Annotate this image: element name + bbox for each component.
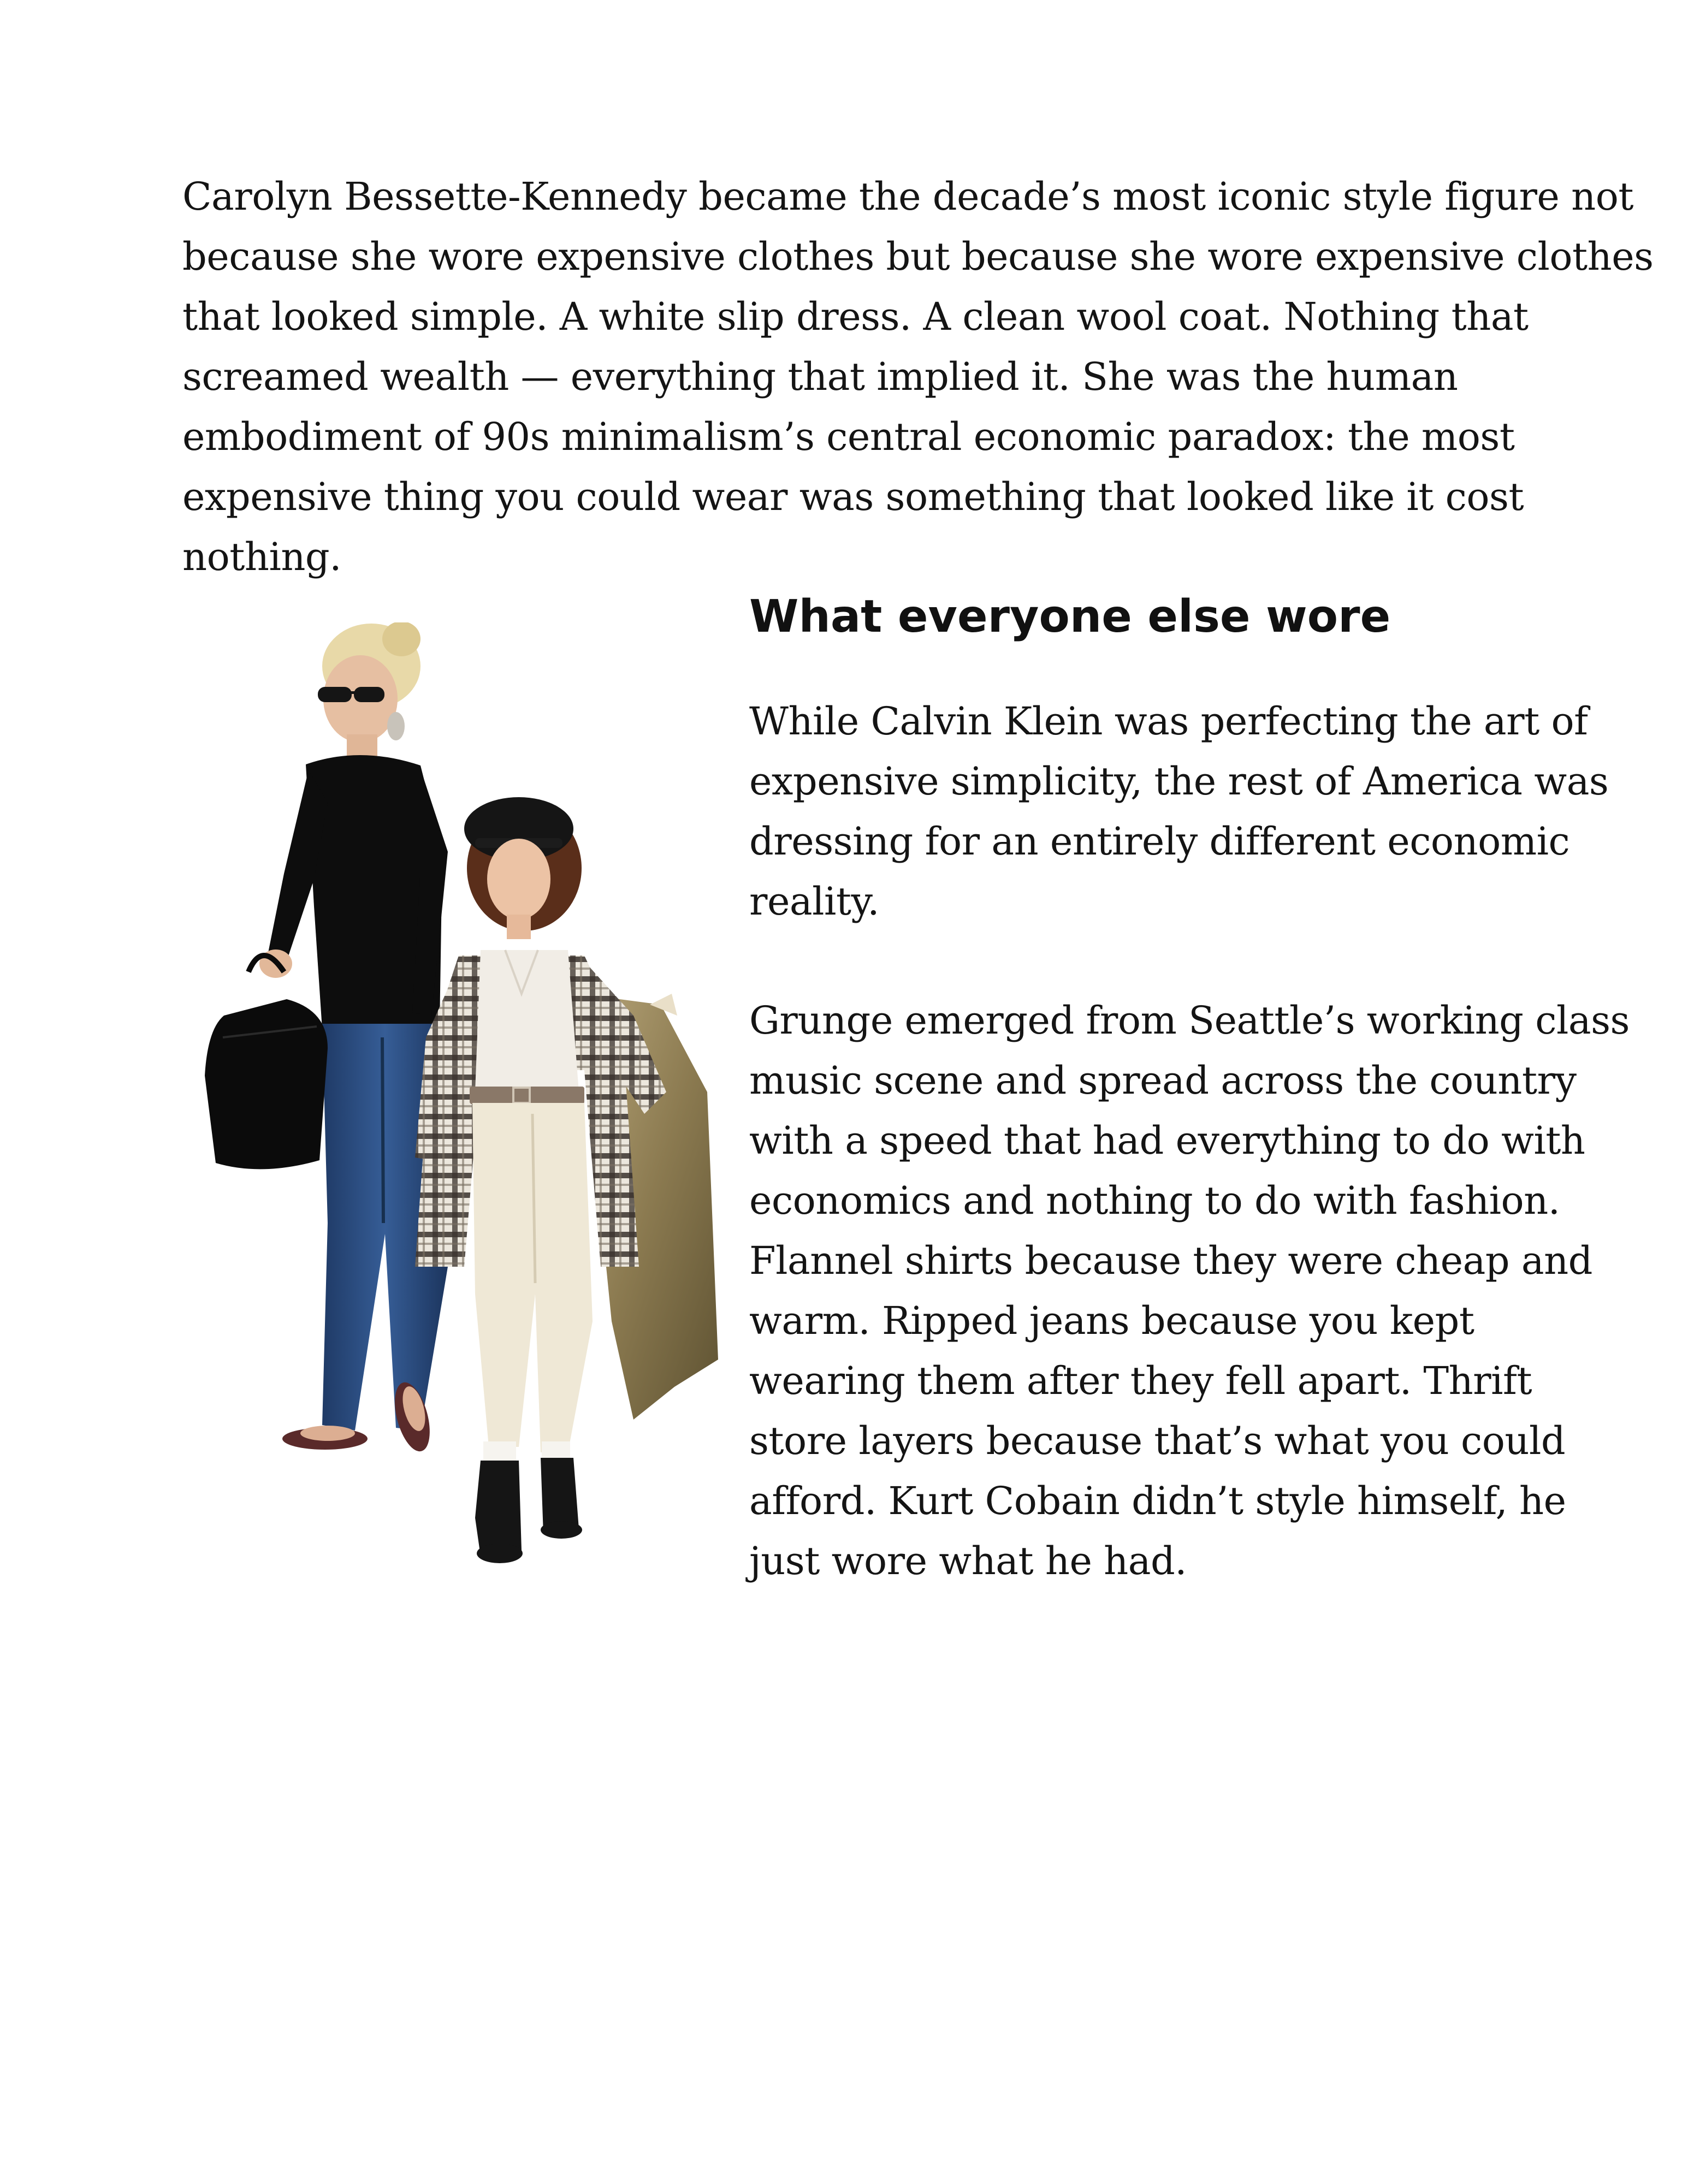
text-line: because she wore expensive clothes but because she wore expensive clothes xyxy=(182,234,1654,279)
text-line: dressing for an entirely different economic xyxy=(749,819,1570,864)
text-line: Carolyn Bessette-Kennedy became the decade’s most iconic style figure not xyxy=(182,174,1633,219)
text-line: Grunge emerged from Seattle’s working class xyxy=(749,998,1630,1043)
text-line: store layers because that’s what you could xyxy=(749,1419,1566,1463)
text-line: just wore what he had. xyxy=(749,1539,1187,1583)
text-line: afford. Kurt Cobain didn’t style himself, he xyxy=(749,1479,1566,1523)
text-line: wearing them after they fell apart. Thrift xyxy=(749,1358,1532,1403)
text-line: reality. xyxy=(749,879,880,924)
fashion-photo-collage xyxy=(98,622,721,1572)
text-line: with a speed that had everything to do with xyxy=(749,1118,1585,1163)
text-line: expensive thing you could wear was something that looked like it cost xyxy=(182,474,1524,519)
text-line: warm. Ripped jeans because you kept xyxy=(749,1298,1474,1343)
column-paragraph-1 xyxy=(749,691,1608,931)
text-line: embodiment of 90s minimalism’s central economic paradox: the most xyxy=(182,414,1515,459)
figure-black-top-jeans xyxy=(205,622,448,1455)
column-paragraph-2 xyxy=(749,990,1630,1591)
text-line: economics and nothing to do with fashion. xyxy=(749,1178,1560,1223)
text-line: Flannel shirts because they were cheap and xyxy=(749,1238,1592,1283)
text-line: nothing. xyxy=(182,535,341,579)
intro-paragraph xyxy=(182,167,1654,587)
text-line: screamed wealth — everything that implied it. She was the human xyxy=(182,354,1458,399)
text-line: expensive simplicity, the rest of America was xyxy=(749,759,1609,804)
section-heading: What everyone else wore xyxy=(749,591,1391,643)
figure-plaid-grunge xyxy=(415,797,718,1563)
text-line: that looked simple. A white slip dress. A clean wool coat. Nothing that xyxy=(182,294,1529,339)
text-line: music scene and spread across the country xyxy=(749,1058,1577,1103)
text-line: While Calvin Klein was perfecting the art of xyxy=(749,699,1588,744)
